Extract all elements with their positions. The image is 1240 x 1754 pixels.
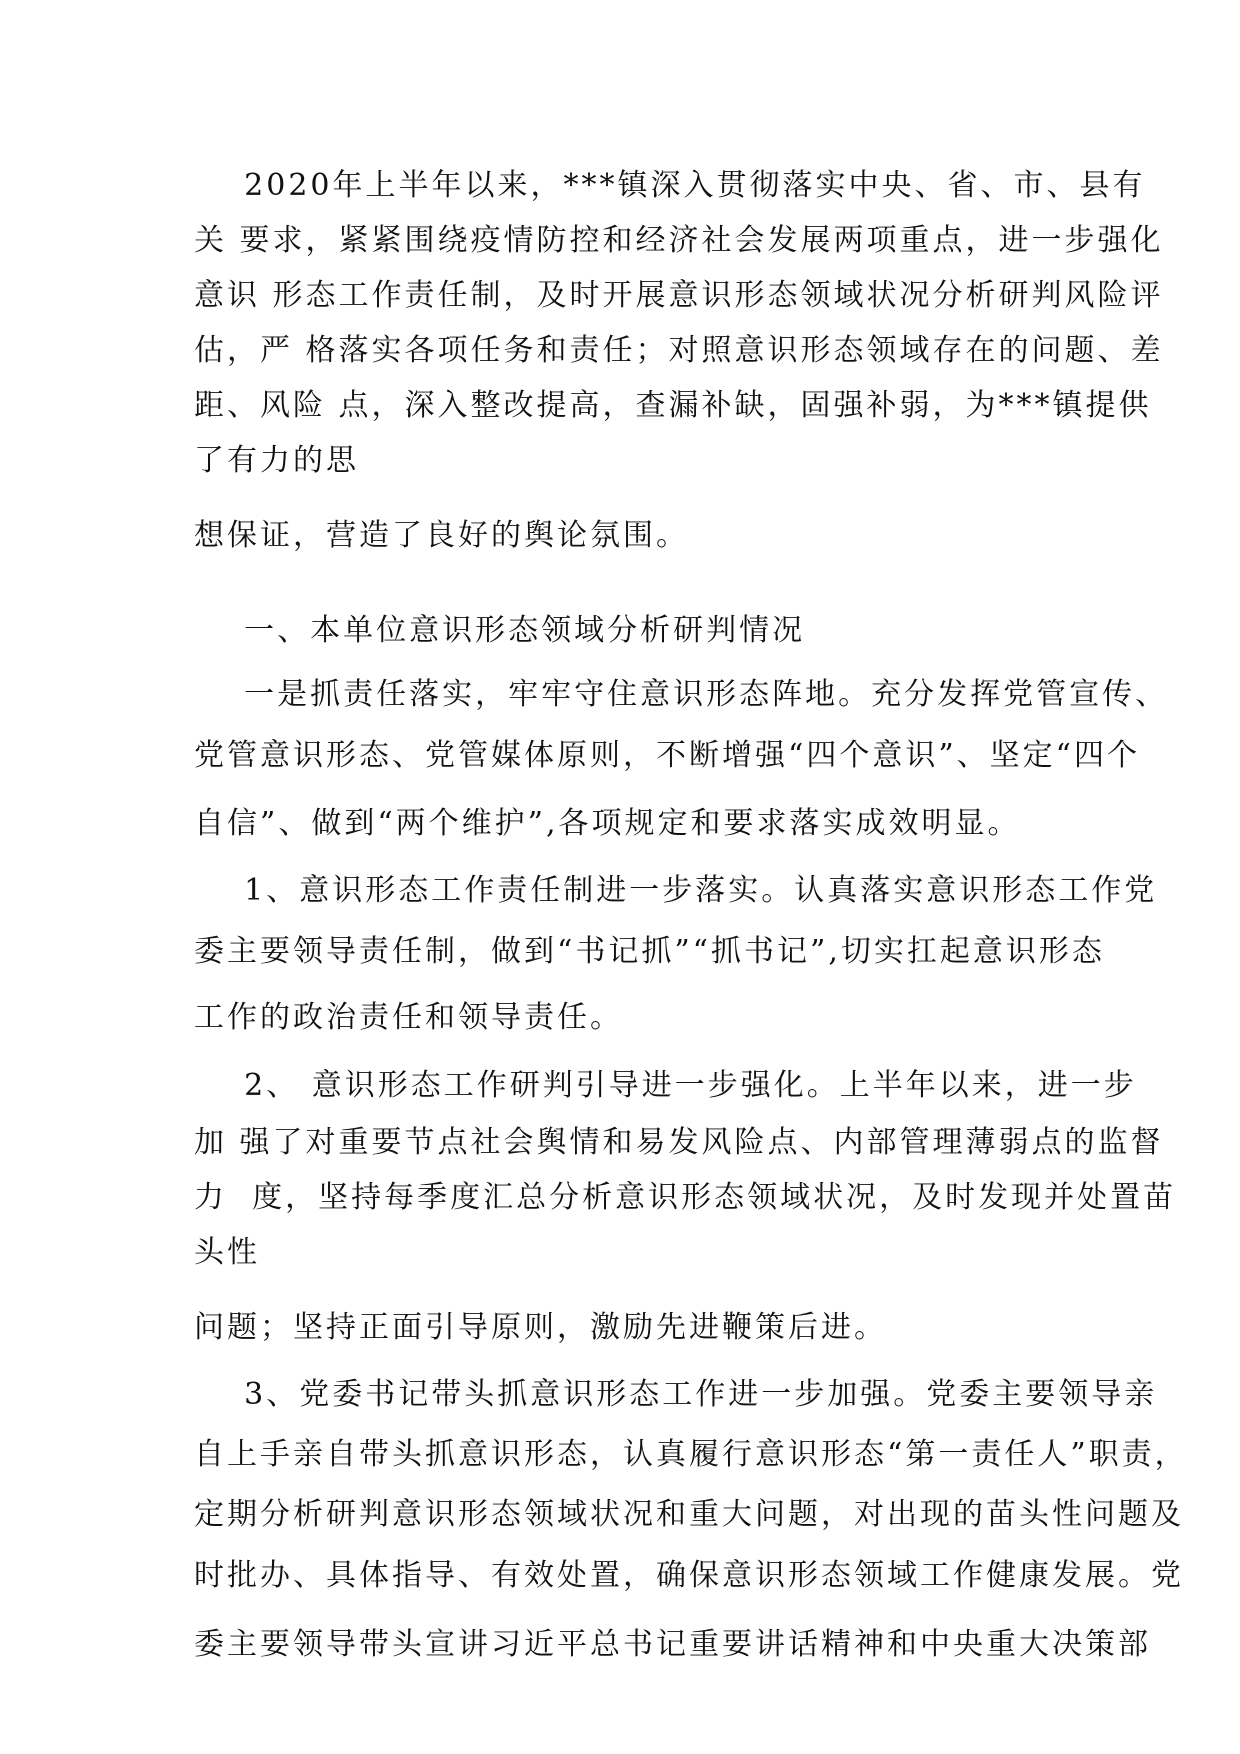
- paragraph-line: 定期分析研判意识形态领域状况和重大问题，对出现的苗头性问题及: [194, 1497, 1184, 1532]
- paragraph-line: 关 要求，紧紧围绕疫情防控和经济社会发展两项重点，进一步强化: [194, 223, 1164, 258]
- paragraph-line: 自信”、做到“两个维护”,各项规定和要求落实成效明显。: [194, 806, 1021, 841]
- paragraph-line: 想保证，营造了良好的舆论氛围。: [194, 518, 689, 553]
- paragraph-line: 自上手亲自带头抓意识形态，认真履行意识形态“第一责任人”职责，: [194, 1437, 1188, 1472]
- paragraph-line: 委主要领导带头宣讲习近平总书记重要讲话精神和中央重大决策部: [194, 1627, 1151, 1662]
- paragraph-line: 1、意识形态工作责任制进一步落实。认真落实意识形态工作党: [194, 873, 1158, 908]
- paragraph-line: 时批办、具体指导、有效处置，确保意识形态领域工作健康发展。党: [194, 1558, 1184, 1593]
- paragraph-line: 2、 意识形态工作研判引导进一步强化。上半年以来，进一步: [194, 1068, 1137, 1103]
- paragraph-line: 工作的政治责任和领导责任。: [194, 1000, 623, 1035]
- paragraph-line: 党管意识形态、党管媒体原则，不断增强“四个意识”、坚定“四个: [194, 738, 1141, 773]
- paragraph-line: 委主要领导责任制，做到“书记抓”“抓书记”,切实扛起意识形态: [194, 934, 1105, 969]
- paragraph-line: 加 强了对重要节点社会舆情和易发风险点、内部管理薄弱点的监督: [194, 1125, 1164, 1160]
- paragraph-line: 一是抓责任落实，牢牢守住意识形态阵地。充分发挥党管宣传、: [194, 677, 1169, 712]
- paragraph-line: 意识 形态工作责任制，及时开展意识形态领域状况分析研判风险评: [194, 278, 1164, 313]
- paragraph-line: 估，严 格落实各项任务和责任；对照意识形态领域存在的问题、差: [194, 333, 1164, 368]
- section-heading: 一、本单位意识形态领域分析研判情况: [194, 613, 806, 648]
- paragraph-line: 2020年上半年以来，***镇深入贯彻落实中央、省、市、县有: [194, 168, 1146, 203]
- paragraph-line: 3、党委书记带头抓意识形态工作进一步加强。党委主要领导亲: [194, 1377, 1158, 1412]
- paragraph-line: 问题；坚持正面引导原则，激励先进鞭策后进。: [194, 1310, 887, 1345]
- paragraph-line: 了有力的思: [194, 443, 359, 478]
- paragraph-line: 头性: [194, 1235, 260, 1270]
- paragraph-line: 力 度，坚持每季度汇总分析意识形态领域状况，及时发现并处置苗: [194, 1180, 1177, 1215]
- paragraph-line: 距、风险 点，深入整改提高，查漏补缺，固强补弱，为***镇提供: [194, 388, 1152, 423]
